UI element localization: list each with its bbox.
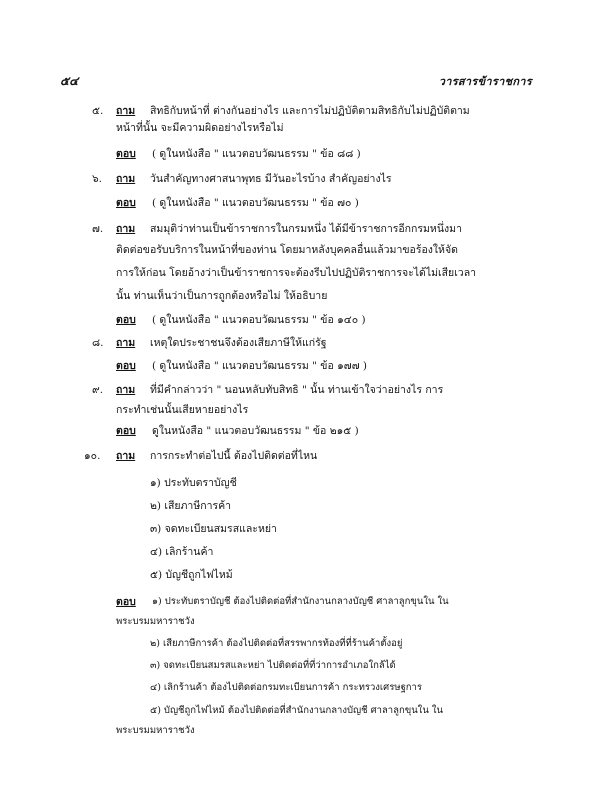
question-text: การกระทำต่อไปนี้ ต้องไปติดต่อที่ไหน	[150, 450, 318, 462]
question-text: วันสำคัญทางศาสนาพุทธ มีวันอะไรบ้าง สำคัญอย่างไร	[150, 173, 392, 185]
question-text: สิทธิกับหน้าที่ ต่างกันอย่างไร และการไม่ปฏิบัติตามสิทธิกับไม่ปฏิบัติตาม	[150, 105, 470, 117]
question-text: หน้าที่นั้น จะมีความผิดอย่างไรหรือไม่	[116, 122, 284, 134]
answer-text: ๔) เลิกร้านค้า ต้องไปติดต่อกรมทะเบียนการค้า กระทรวงเศรษฐการ	[150, 682, 422, 693]
question-number: ๕.	[92, 105, 104, 117]
answer-label: ตอบ	[116, 360, 136, 372]
answer-text: ( ดูในหนังสือ " แนวตอบวัฒนธรรม " ข้อ ๘๘ )	[152, 148, 361, 160]
question-number: ๗.	[92, 223, 104, 235]
answer-label: ตอบ	[116, 197, 136, 209]
question-text: เหตุใดประชาชนจึงต้องเสียภาษีให้แก่รัฐ	[150, 337, 327, 349]
running-title: วารสารข้าราชการ	[438, 75, 532, 88]
question-label: ถาม	[116, 384, 136, 396]
question-text: การให้ก่อน โดยอ้างว่าเป็นข้าราชการจะต้องรีบไปปฏิบัติราชการจะได้ไม่เสียเวลา	[116, 267, 477, 279]
answer-text: ๓) จดทะเบียนสมรสและหย่า ไปติดต่อที่ที่ว่าการอำเภอใกล้ได้	[150, 660, 396, 671]
question-label: ถาม	[116, 105, 136, 117]
answer-text: พระบรมมหาราชวัง	[116, 725, 195, 736]
list-item: ๓) จดทะเบียนสมรสและหย่า	[150, 523, 277, 535]
question-number: ๑๐.	[84, 450, 101, 462]
question-text: สมมุติว่าท่านเป็นข้าราชการในกรมหนึ่ง ได้มีข้าราชการอีกกรมหนึ่งมา	[150, 223, 462, 235]
answer-text: ๑) ประทับตราบัญชี ต้องไปติดต่อที่สำนักงานกลางบัญชี ศาลาลูกขุนใน ใน	[152, 596, 449, 607]
answer-text: ( ดูในหนังสือ " แนวตอบวัฒนธรรม " ข้อ ๑๗๗ )	[152, 360, 368, 372]
answer-label: ตอบ	[116, 148, 136, 160]
answer-text: พระบรมมหาราชวัง	[116, 616, 195, 627]
page-header	[60, 72, 532, 88]
answer-text: ๒) เสียภาษีการค้า ต้องไปติดต่อที่สรรพากรท้องที่ที่ร้านค้าตั้งอยู่	[150, 638, 403, 649]
list-item: ๒) เสียภาษีการค้า	[150, 500, 232, 512]
answer-label: ตอบ	[116, 596, 136, 608]
page-number: ๕๔	[60, 74, 79, 88]
list-item: ๔) เลิกร้านค้า	[150, 546, 214, 558]
question-label: ถาม	[116, 173, 136, 185]
question-number: ๖.	[92, 173, 103, 185]
answer-label: ตอบ	[116, 314, 136, 326]
list-item: ๑) ประทับตราบัญชี	[150, 477, 237, 489]
list-item: ๕) บัญชีถูกไฟไหม้	[150, 569, 233, 581]
question-label: ถาม	[116, 450, 136, 462]
question-text: นั้น ท่านเห็นว่าเป็นการถูกต้องหรือไม่ ให้อธิบาย	[116, 290, 328, 302]
question-text: ติดต่อขอรับบริการในหน้าที่ของท่าน โดยมาหลังบุคคลอื่นแล้วมาขอร้องให้จัด	[116, 244, 458, 256]
question-text: กระทำเช่นนั้นเสียหายอย่างไร	[116, 404, 249, 416]
question-number: ๙.	[92, 384, 104, 396]
question-label: ถาม	[116, 223, 136, 235]
question-number: ๘.	[92, 337, 104, 349]
question-label: ถาม	[116, 337, 136, 349]
question-text: ที่มีคำกล่าวว่า " นอนหลับทับสิทธิ " นั้น ท่านเข้าใจว่าอย่างไร การ	[150, 384, 444, 396]
answer-label: ตอบ	[116, 425, 136, 437]
answer-text: ( ดูในหนังสือ " แนวตอบวัฒนธรรม " ข้อ ๑๔๐ )	[152, 314, 366, 326]
answer-text: ๕) บัญชีถูกไฟไหม้ ต้องไปติดต่อที่สำนักงานกลางบัญชี ศาลาลูกขุนใน ใน	[150, 705, 443, 716]
answer-text: ( ดูในหนังสือ " แนวตอบวัฒนธรรม " ข้อ ๗๐ )	[152, 197, 359, 209]
answer-text: ดูในหนังสือ " แนวตอบวัฒนธรรม " ข้อ ๒๑๕ )	[152, 425, 359, 437]
